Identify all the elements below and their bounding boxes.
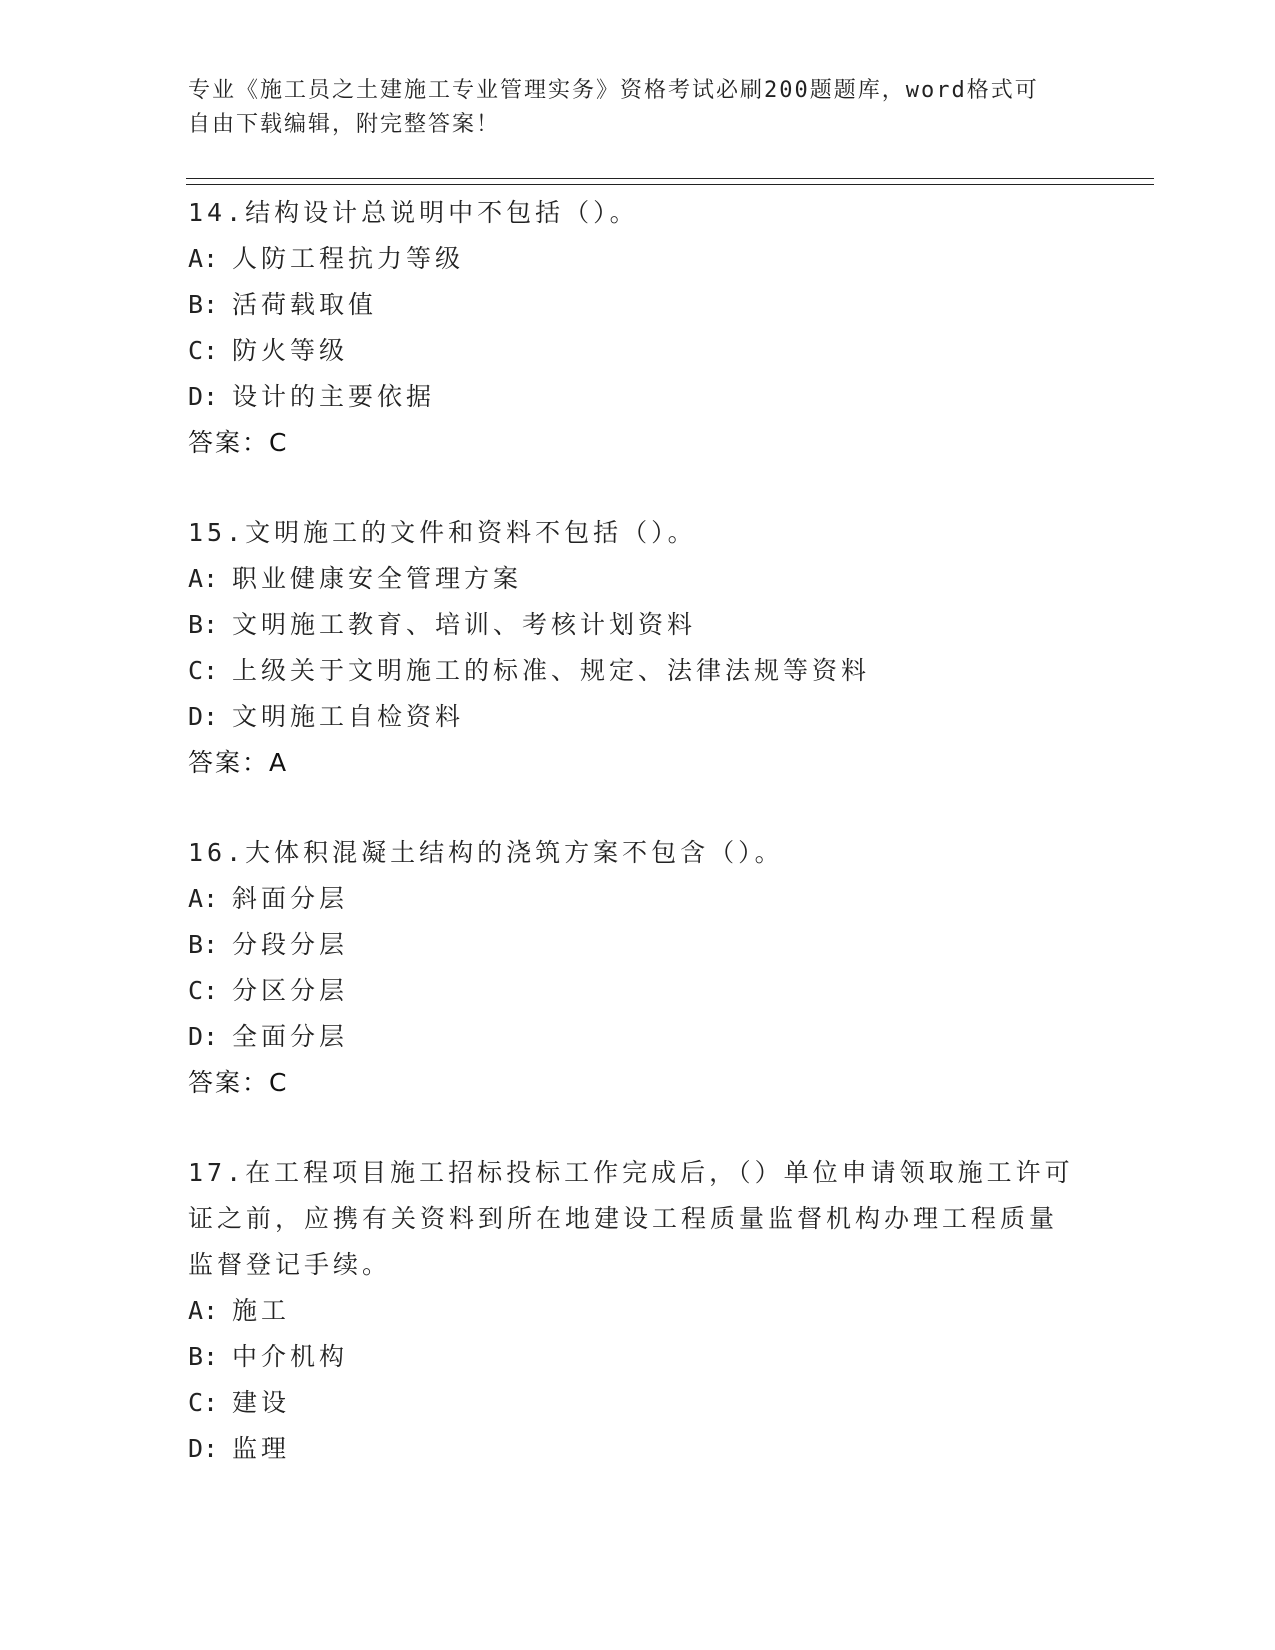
question-15 [188, 510, 1088, 786]
option-b [188, 922, 1088, 968]
answer-line: 答案：C [188, 428, 289, 457]
option-text: 斜面分层 [232, 884, 349, 913]
option-text: 上级关于文明施工的标准、规定、法律法规等资料 [232, 656, 871, 685]
header-line-2: 自由下载编辑，附完整答案！ [188, 112, 501, 137]
option-text: 防火等级 [232, 336, 349, 365]
answer-line: 答案：A [188, 748, 289, 777]
question-16 [188, 830, 1088, 1106]
header-line-1: 专业《施工员之土建施工专业管理实务》资格考试必刷200题题库，word格式可 [188, 78, 1039, 103]
document-header [188, 74, 1068, 142]
header-divider-top [186, 178, 1154, 179]
option-letter: D: [188, 1022, 219, 1051]
question-17 [188, 1150, 1088, 1472]
option-letter: C: [188, 1388, 219, 1417]
option-d [188, 374, 1088, 420]
option-b [188, 282, 1088, 328]
option-a [188, 556, 1088, 602]
option-d [188, 1014, 1088, 1060]
question-stem: 15.文明施工的文件和资料不包括（）。 [188, 518, 697, 547]
option-letter: B: [188, 930, 219, 959]
option-letter: B: [188, 290, 219, 319]
option-d [188, 694, 1088, 740]
option-c [188, 648, 1088, 694]
option-text: 施工 [232, 1296, 291, 1325]
option-text: 分区分层 [232, 976, 349, 1005]
option-text: 文明施工自检资料 [232, 702, 465, 731]
option-text: 监理 [232, 1434, 291, 1463]
header-divider-bottom [186, 184, 1154, 185]
question-stem: 16.大体积混凝土结构的浇筑方案不包含（）。 [188, 838, 784, 867]
question-stem: 17.在工程项目施工招标投标工作完成后，（）单位申请领取施工许可证之前，应携有关资料到所在地建设工程质量监督机构办理工程质量监督登记手续。 [188, 1158, 1074, 1279]
option-letter: D: [188, 382, 219, 411]
question-stem: 14.结构设计总说明中不包括（）。 [188, 198, 639, 227]
option-text: 全面分层 [232, 1022, 349, 1051]
option-d [188, 1426, 1088, 1472]
option-text: 人防工程抗力等级 [232, 244, 465, 273]
option-b [188, 602, 1088, 648]
option-text: 活荷载取值 [232, 290, 378, 319]
option-letter: A: [188, 884, 219, 913]
option-letter: A: [188, 564, 219, 593]
option-letter: A: [188, 1296, 219, 1325]
option-letter: D: [188, 702, 219, 731]
option-text: 文明施工教育、培训、考核计划资料 [232, 610, 697, 639]
option-letter: C: [188, 976, 219, 1005]
option-c [188, 328, 1088, 374]
option-letter: C: [188, 336, 219, 365]
option-text: 职业健康安全管理方案 [232, 564, 523, 593]
option-letter: B: [188, 1342, 219, 1371]
option-text: 分段分层 [232, 930, 349, 959]
option-text: 中介机构 [232, 1342, 349, 1371]
option-c [188, 1380, 1088, 1426]
option-b [188, 1334, 1088, 1380]
option-text: 设计的主要依据 [232, 382, 436, 411]
option-text: 建设 [232, 1388, 291, 1417]
answer-line: 答案：C [188, 1068, 289, 1097]
question-list [188, 190, 1088, 1472]
question-14 [188, 190, 1088, 466]
option-c [188, 968, 1088, 1014]
option-a [188, 876, 1088, 922]
option-letter: A: [188, 244, 219, 273]
option-a [188, 236, 1088, 282]
option-letter: B: [188, 610, 219, 639]
option-letter: C: [188, 656, 219, 685]
option-letter: D: [188, 1434, 219, 1463]
option-a [188, 1288, 1088, 1334]
